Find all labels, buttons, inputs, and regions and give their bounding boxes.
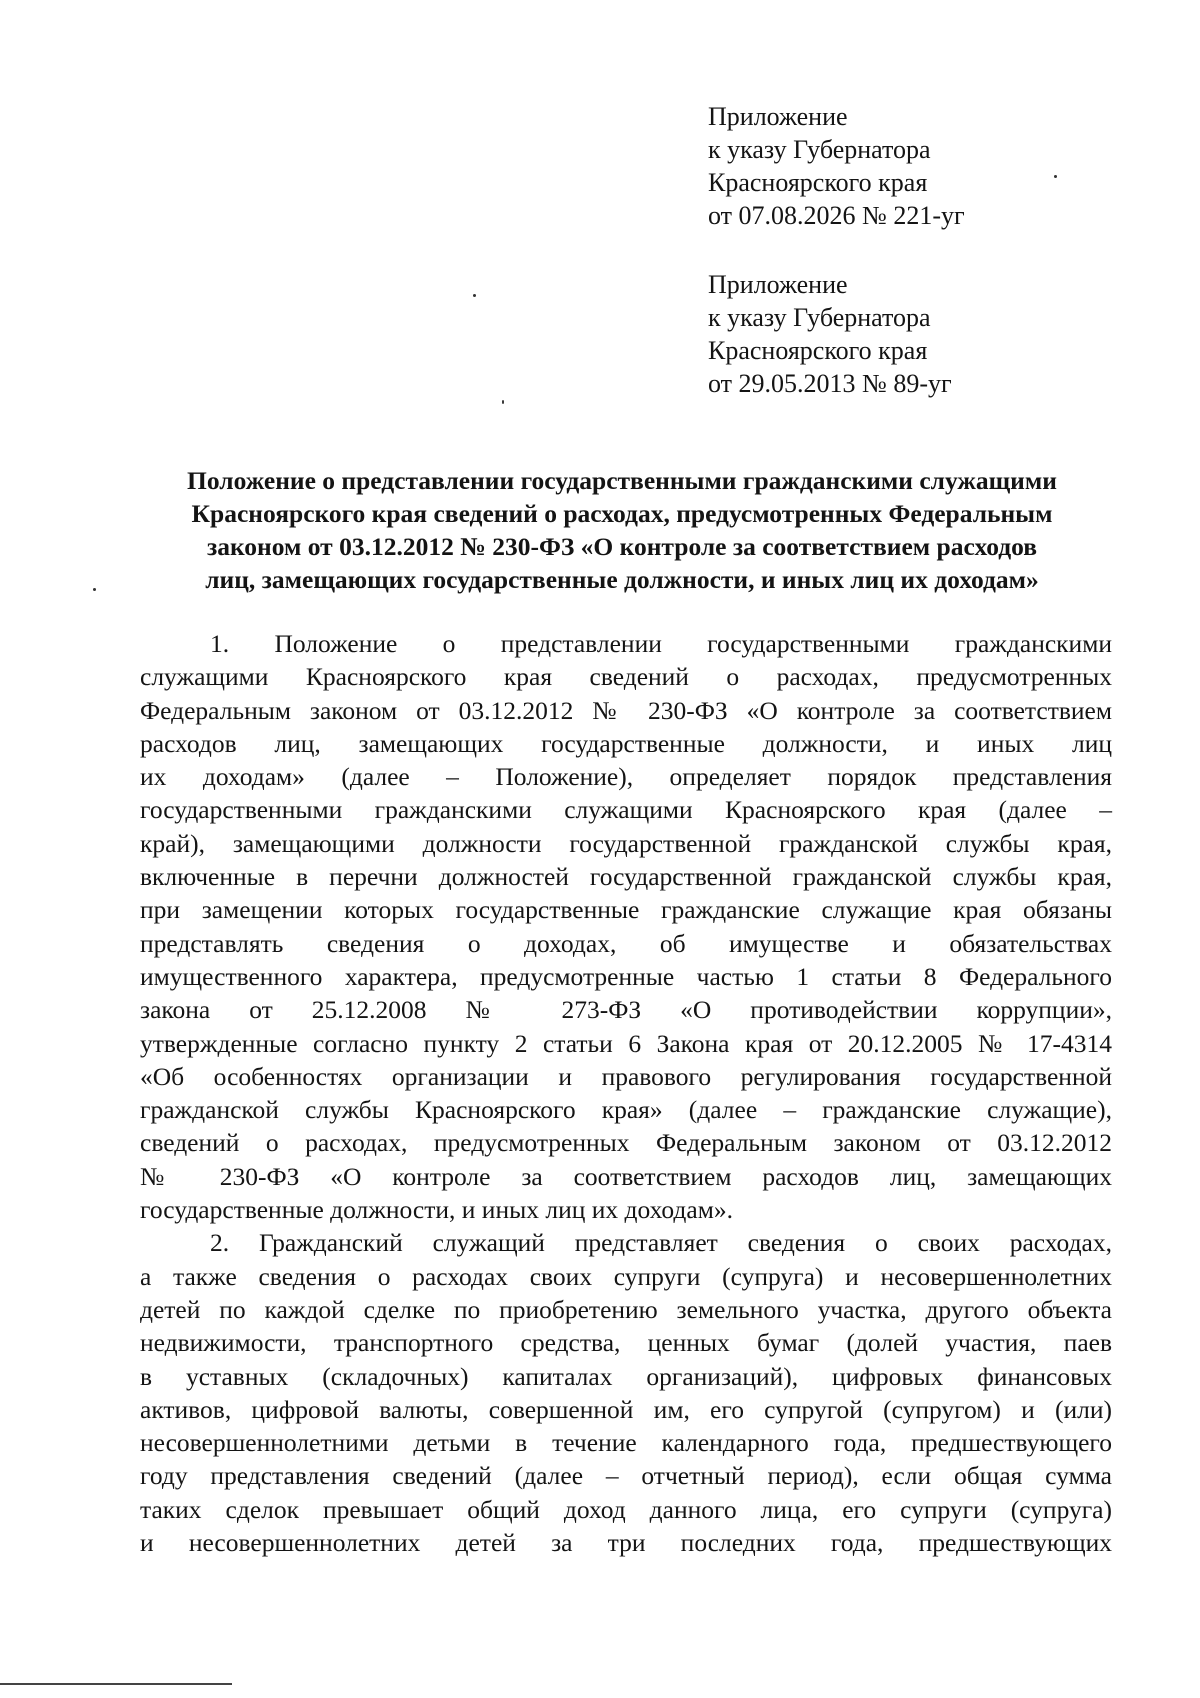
appendix-header-original <box>708 268 1168 400</box>
paragraph-2-line: а также сведения о расходах своих супруги (супруга) и несовершеннолетних <box>140 1261 1112 1291</box>
paragraph-2-line: несовершеннолетними детьми в течение календарного года, предшествующего <box>140 1428 1112 1458</box>
scan-speck <box>93 588 96 591</box>
appendix-label: Приложение <box>708 102 848 131</box>
paragraph-1-line: имущественного характера, предусмотренные частью 1 статьи 8 Федерального <box>140 961 1112 991</box>
paragraph-1-line: край), замещающими должности государственной гражданской службы края, <box>140 828 1112 858</box>
paragraph-1-line: 1. Положение о представлении государственными гражданскими <box>210 629 1112 658</box>
paragraph-1-line: «Об особенностях организации и правового регулирования государственной <box>140 1061 1112 1091</box>
document-body <box>140 627 1112 1559</box>
paragraph-2-line: году представления сведений (далее – отчетный период), если общая сумма <box>140 1461 1112 1491</box>
title-line: лиц, замещающих государственные должности, и иных лиц их доходам» <box>205 565 1039 594</box>
paragraph-2-line: таких сделок превышает общий доход данного лица, его супруги (супруга) <box>140 1494 1112 1524</box>
paragraph-1-line: № 230-ФЗ «О контроле за соответствием расходов лиц, замещающих <box>140 1161 1112 1191</box>
paragraph-1-line: представлять сведения о доходах, об имуществе и обязательствах <box>140 928 1112 958</box>
paragraph-2-line: 2. Гражданский служащий представляет сведения о своих расходах, <box>210 1228 1112 1258</box>
scan-speck <box>1054 175 1057 178</box>
paragraph-1-line: Федеральным законом от 03.12.2012 № 230-ФЗ «О контроле за соответствием <box>140 695 1112 725</box>
paragraph-1-line: государственные должности, и иных лиц их доходам». <box>140 1195 733 1225</box>
paragraph-1-line: их доходам» (далее – Положение), определяет порядок представления <box>140 762 1112 792</box>
scan-speck <box>473 294 476 297</box>
appendix-label: Приложение <box>708 270 848 299</box>
paragraph-1-line: включенные в перечни должностей государственной гражданской службы края, <box>140 862 1112 892</box>
paragraph-1-line: закона от 25.12.2008 № 273-ФЗ «О противодействии коррупции», <box>140 995 1112 1025</box>
paragraph-1-line: служащими Красноярского края сведений о расходах, предусмотренных <box>140 662 1112 692</box>
scan-speck <box>502 400 504 404</box>
title-line: законом от 03.12.2012 № 230-ФЗ «О контроле за соответствием расходов <box>206 532 1038 561</box>
title-line: Красноярского края сведений о расходах, предусмотренных Федеральным <box>191 499 1053 528</box>
paragraph-2-line: в уставных (складочных) капиталах организаций), цифровых финансовых <box>140 1361 1112 1391</box>
paragraph-2-line: и несовершеннолетних детей за три последних года, предшествующих <box>140 1528 1112 1558</box>
paragraph-2-line: недвижимости, транспортного средства, ценных бумаг (долей участия, паев <box>140 1328 1112 1358</box>
paragraph-1-line: расходов лиц, замещающих государственные должности, и иных лиц <box>140 728 1112 758</box>
appendix-region: Красноярского края <box>708 168 928 197</box>
paragraph-1-line: гражданской службы Красноярского края» (далее – гражданские служащие), <box>140 1095 1112 1125</box>
title-line: Положение о представлении государственными гражданскими служащими <box>187 466 1057 495</box>
scan-edge-line <box>0 1683 232 1685</box>
paragraph-2-line: активов, цифровой валюты, совершенной им, его супругой (супругом) и (или) <box>140 1394 1112 1424</box>
appendix-region: Красноярского края <box>708 336 928 365</box>
paragraph-2-line: детей по каждой сделке по приобретению земельного участка, другого объекта <box>140 1294 1112 1324</box>
paragraph-1-line: сведений о расходах, предусмотренных Федеральным законом от 03.12.2012 <box>140 1128 1112 1158</box>
paragraph-1-line: утвержденные согласно пункту 2 статьи 6 Закона края от 20.12.2005 № 17-4314 <box>140 1028 1112 1058</box>
paragraph-1-line: при замещении которых государственные гражданские служащие края обязаны <box>140 895 1112 925</box>
appendix-date-number: от 29.05.2013 № 89-уг <box>708 369 952 398</box>
paragraph-1-line: государственными гражданскими служащими Красноярского края (далее – <box>140 795 1112 825</box>
appendix-header-current <box>708 100 1168 232</box>
appendix-decree-ref: к указу Губернатора <box>708 135 931 164</box>
appendix-date-number: от 07.08.2026 № 221-уг <box>708 201 965 230</box>
appendix-decree-ref: к указу Губернатора <box>708 303 931 332</box>
document-title <box>130 464 1114 596</box>
